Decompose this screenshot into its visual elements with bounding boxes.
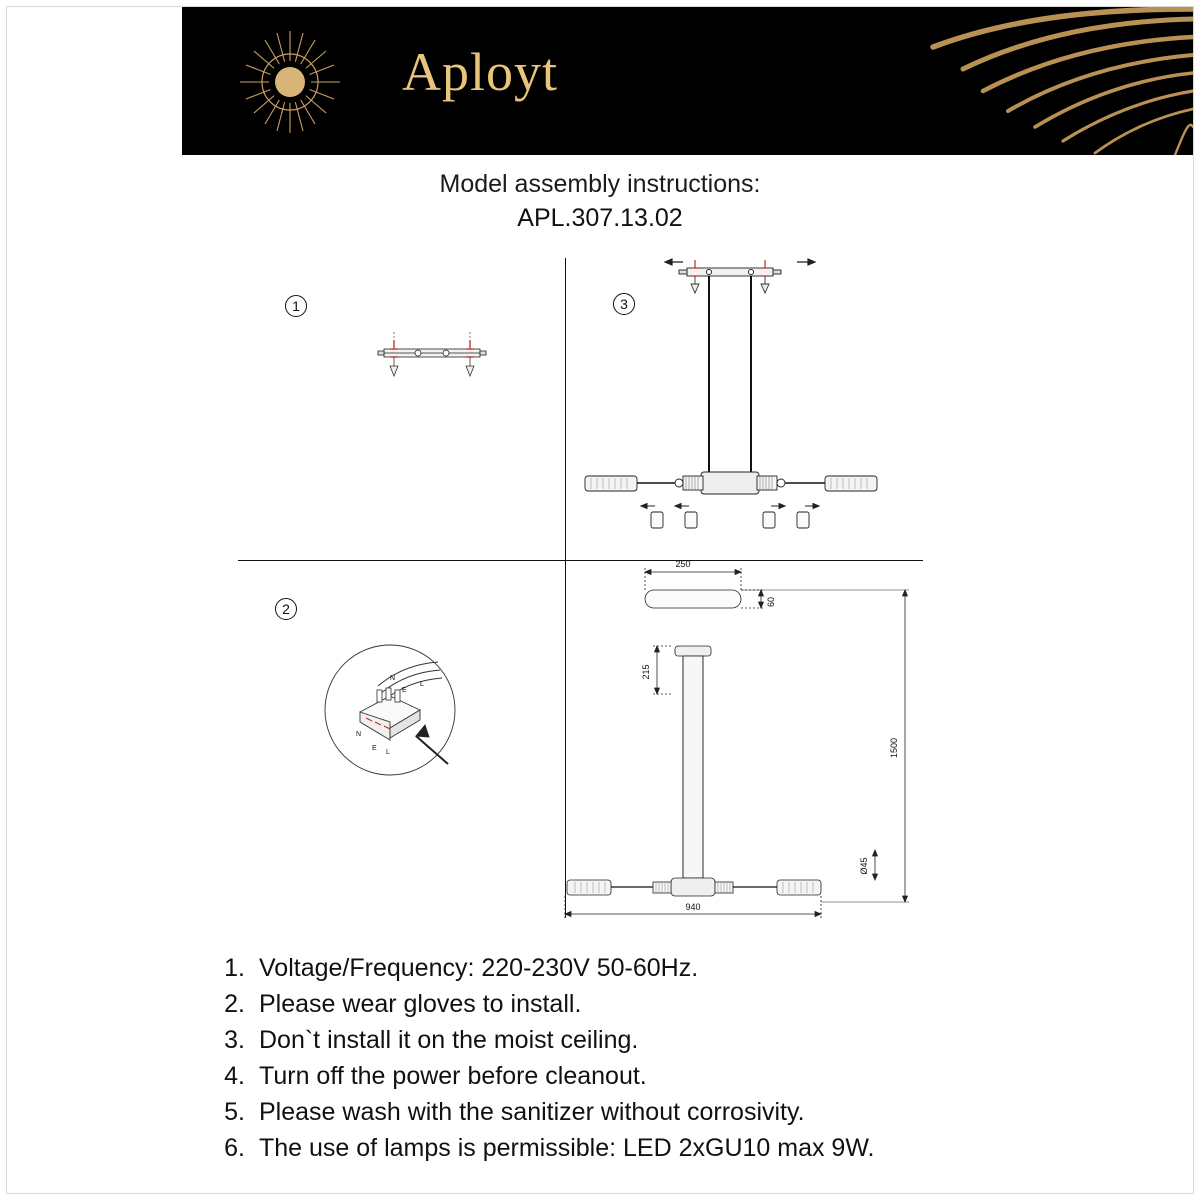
note-text: Please wash with the sanitizer without corrosivity. [259,1098,805,1126]
sunburst-logo-icon [235,27,345,137]
dim-canopy-width: 250 [675,559,691,569]
dimension-drawing [575,550,965,950]
wire-label-e: E [402,687,407,694]
note-text: Don`t install it on the moist ceiling. [259,1026,639,1054]
dim-diameter: Ø45 [859,857,869,875]
mounting-bracket-diagram [360,318,520,398]
note-number: 6. [224,1134,245,1162]
fixture-assembly-diagram [575,250,905,550]
vertical-divider [565,258,566,918]
step-badge-3: 3 [613,293,635,315]
dim-fixture-length: 940 [685,902,701,912]
step-badge-1: 1 [285,295,307,317]
notes-list [205,950,1065,1166]
wire-label-l: L [420,681,424,688]
note-text: Voltage/Frequency: 220-230V 50-60Hz. [259,954,699,982]
header-left-white-block [7,7,182,155]
note-text: The use of lamps is permissible: LED 2xGU10 max 9W. [259,1134,875,1162]
note-number: 3. [224,1026,245,1054]
header-banner [7,7,1193,155]
wiring-terminal-diagram [320,640,480,790]
fan-rays-decoration-icon [863,7,1193,155]
terminal-label-l: L [386,749,390,756]
note-number: 5. [224,1098,245,1126]
list-item [205,986,1065,1022]
model-code: APL.307.13.02 [517,204,683,232]
note-number: 4. [224,1062,245,1090]
wire-label-n: N [390,675,396,682]
note-number: 1. [224,954,245,982]
list-item [205,1094,1065,1130]
dim-total-drop: 1500 [889,737,899,759]
page-title: Model assembly instructions: [439,170,761,198]
dim-rod-segment: 215 [641,664,651,680]
list-item [205,1130,1065,1166]
note-text: Turn off the power before cleanout. [259,1062,647,1090]
terminal-label-n: N [356,731,362,738]
brand-wordmark: Aployt [402,42,559,102]
step-badge-2: 2 [275,598,297,620]
dim-canopy-height: 60 [766,596,776,608]
list-item [205,1022,1065,1058]
list-item [205,1058,1065,1094]
terminal-label-e: E [372,745,377,752]
list-item [205,950,1065,986]
note-text: Please wear gloves to install. [259,990,582,1018]
note-number: 2. [224,990,245,1018]
